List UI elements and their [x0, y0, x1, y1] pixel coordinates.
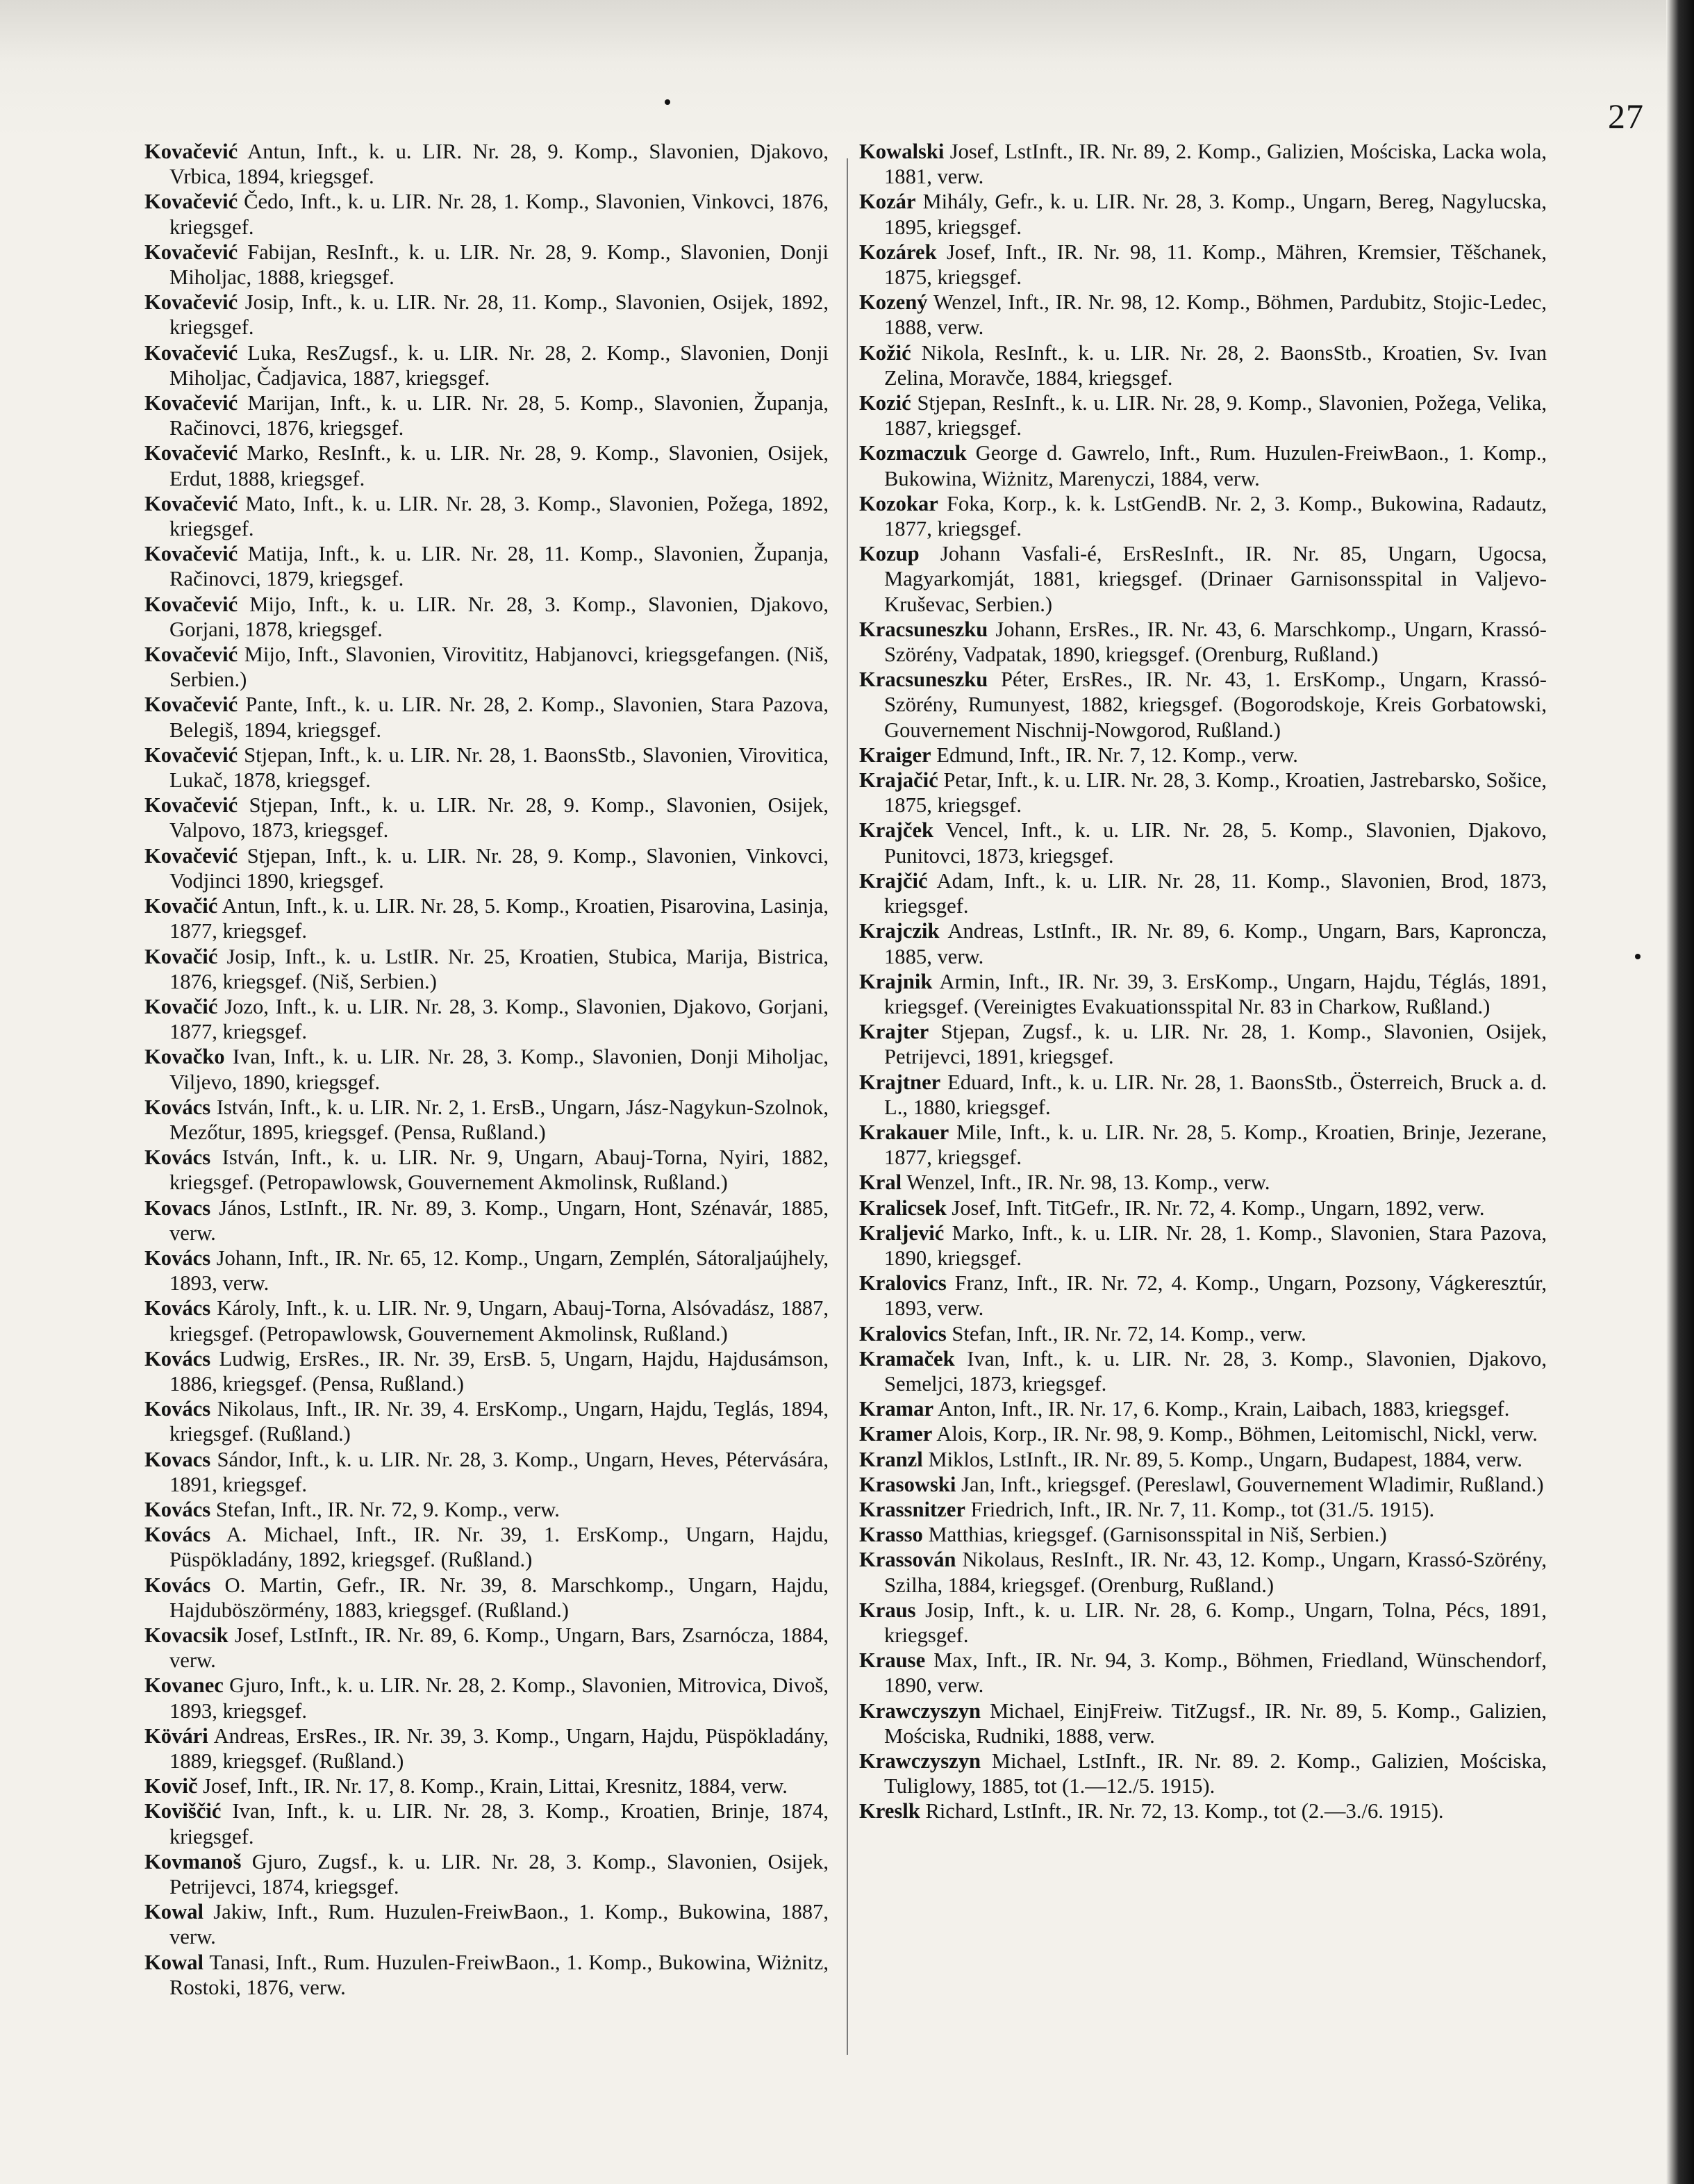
register-entry: [859, 340, 1547, 390]
entry-surname: Kovacs: [144, 1196, 211, 1220]
register-entry: [859, 818, 1547, 868]
register-entry: [859, 240, 1547, 290]
register-entry: [859, 390, 1547, 440]
register-entry: [859, 918, 1547, 968]
entry-surname: Kozený: [859, 290, 928, 315]
entry-surname: Kovačević: [144, 693, 238, 717]
register-entry: [144, 994, 829, 1044]
register-entry: [859, 1120, 1547, 1170]
page-number: 27: [1608, 97, 1644, 135]
entry-details: István, Inft., k. u. LIR. Nr. 2, 1. ErsB., Ungarn, Jász-Nagykun-Szolnok, Mezőtur, 1895, kriegsgef. (Pensa, Rußland.): [169, 1095, 829, 1144]
entry-details: Armin, Inft., IR. Nr. 39, 3. ErsKomp., Ungarn, Hajdu, Téglás, 1891, kriegsgef. (Vereinigtes Evakuationsspital Nr. 83 in Charkow, Rußland.): [884, 969, 1547, 1018]
entry-surname: Kovács: [144, 1296, 211, 1321]
register-entry: [859, 1497, 1547, 1522]
register-entry: [859, 139, 1547, 189]
entry-details: Anton, Inft., IR. Nr. 17, 6. Komp., Krain, Laibach, 1883, kriegsgef.: [938, 1397, 1510, 1421]
register-entry: [144, 1246, 829, 1296]
entry-surname: Kranzl: [859, 1447, 923, 1471]
entry-details: Stjepan, Inft., k. u. LIR. Nr. 28, 1. BaonsStb., Slavonien, Virovitica, Lukač, 1878, kriegsgef.: [169, 743, 829, 793]
entry-details: Gjuro, Inft., k. u. LIR. Nr. 28, 2. Komp., Slavonien, Mitrovica, Divoš, 1893, kriegsgef.: [169, 1673, 829, 1723]
entry-details: Richard, LstInft., IR. Nr. 72, 13. Komp., tot (2.—3./6. 1915).: [925, 1799, 1444, 1823]
entry-surname: Kowal: [144, 1900, 204, 1924]
register-entry: [859, 1321, 1547, 1346]
entry-surname: Kraljević: [859, 1221, 945, 1245]
entry-surname: Krawczyszyn: [859, 1749, 981, 1773]
entry-details: Ivan, Inft., k. u. LIR. Nr. 28, 3. Komp., Slavonien, Djakovo, Semeljci, 1873, kriegsgef.: [884, 1346, 1547, 1396]
entry-details: Pante, Inft., k. u. LIR. Nr. 28, 2. Komp., Slavonien, Stara Pazova, Belegiš, 1894, kriegsgef.: [169, 693, 829, 742]
entry-details: Ivan, Inft., k. u. LIR. Nr. 28, 3. Komp., Kroatien, Brinje, 1874, kriegsgef.: [169, 1799, 829, 1848]
register-entry: [144, 290, 829, 340]
entry-details: Stjepan, Inft., k. u. LIR. Nr. 28, 9. Komp., Slavonien, Vinkovci, Vodjinci 1890, kriegsgef.: [169, 843, 829, 893]
entry-details: János, LstInft., IR. Nr. 89, 3. Komp., Ungarn, Hont, Szénavár, 1885, verw.: [169, 1196, 829, 1245]
register-entry: [144, 491, 829, 541]
register-entry: [144, 1095, 829, 1145]
entry-surname: Krajačić: [859, 768, 938, 793]
entry-details: Andreas, LstInft., IR. Nr. 89, 6. Komp., Ungarn, Bars, Kaproncza, 1885, verw.: [884, 919, 1547, 968]
entry-details: Luka, ResZugsf., k. u. LIR. Nr. 28, 2. Komp., Slavonien, Donji Miholjac, Čadjavica, 1887, kriegsgef.: [169, 340, 829, 390]
entry-surname: Krajter: [859, 1020, 929, 1044]
entry-surname: Kovačić: [144, 944, 218, 968]
entry-details: Jan, Inft., kriegsgef. (Pereslawl, Gouvernement Wladimir, Rußland.): [961, 1472, 1544, 1496]
entry-details: Petar, Inft., k. u. LIR. Nr. 28, 3. Komp., Kroatien, Jastrebarsko, Sošice, 1875, kriegsgef.: [884, 768, 1547, 818]
register-entry: [144, 743, 829, 793]
entry-details: Marko, Inft., k. u. LIR. Nr. 28, 1. Komp., Slavonien, Stara Pazova, 1890, kriegsgef.: [884, 1221, 1547, 1270]
entry-surname: Kovmanoš: [144, 1849, 242, 1873]
entry-details: Sándor, Inft., k. u. LIR. Nr. 28, 3. Komp., Ungarn, Heves, Pétervására, 1891, kriegsgef.: [169, 1447, 829, 1496]
column-divider: [847, 158, 848, 2055]
entry-details: Josip, Inft., k. u. LstIR. Nr. 25, Kroatien, Stubica, Marija, Bistrica, 1876, kriegsgef. (Niš, Serbien.): [169, 944, 829, 993]
register-entry: [859, 1196, 1547, 1221]
register-entry: [144, 1044, 829, 1094]
register-entry: [859, 1346, 1547, 1396]
entry-surname: Kozár: [859, 190, 916, 214]
entry-surname: Kowal: [144, 1950, 204, 1974]
entry-surname: Kreslk: [859, 1799, 920, 1823]
entry-surname: Kovács: [144, 1523, 211, 1547]
entry-details: George d. Gawrelo, Inft., Rum. Huzulen-FreiwBaon., 1. Komp., Bukowina, Wiżnitz, Marenyczi, 1884, verw.: [884, 441, 1547, 490]
register-entry: [144, 1196, 829, 1246]
entry-details: Mijo, Inft., Slavonien, Virovititz, Habjanovci, kriegsgefangen. (Niš, Serbien.): [169, 643, 829, 692]
entry-surname: Kovačko: [144, 1045, 225, 1069]
entry-details: Josip, Inft., k. u. LIR. Nr. 28, 11. Komp., Slavonien, Osijek, 1892, kriegsgef.: [169, 290, 829, 340]
register-entry: [859, 1019, 1547, 1069]
register-entry: [144, 1346, 829, 1396]
register-entry: [144, 592, 829, 642]
entry-surname: Kovács: [144, 1145, 211, 1170]
entry-surname: Kovačević: [144, 240, 238, 264]
entry-surname: Krassován: [859, 1548, 956, 1572]
entry-details: Nikolaus, ResInft., IR. Nr. 43, 12. Komp., Ungarn, Krassó-Szörény, Szilha, 1884, kriegsgef. (Orenburg, Rußland.): [884, 1548, 1547, 1597]
entry-details: Stjepan, Zugsf., k. u. LIR. Nr. 28, 1. Komp., Slavonien, Osijek, Petrijevci, 1891, kriegsgef.: [884, 1020, 1547, 1069]
entry-details: Johann Vasfali-é, ErsResInft., IR. Nr. 85, Ungarn, Ugocsa, Magyarkomját, 1881, kriegsgef. (Drinaer Garnisonsspital in Valjevo-Kruševac, Serbien.): [884, 542, 1547, 616]
entry-details: Matija, Inft., k. u. LIR. Nr. 28, 11. Komp., Slavonien, Županja, Račinovci, 1879, kriegsgef.: [169, 542, 829, 591]
entry-details: István, Inft., k. u. LIR. Nr. 9, Ungarn, Abauj-Torna, Nyiri, 1882, kriegsgef. (Petropawlowsk, Gouvernement Akmolinsk, Rußland.): [169, 1145, 829, 1195]
entry-details: Jakiw, Inft., Rum. Huzulen-FreiwBaon., 1. Komp., Bukowina, 1887, verw.: [169, 1900, 829, 1949]
register-entry: [144, 944, 829, 994]
entry-surname: Kovačević: [144, 643, 238, 667]
entry-details: Péter, ErsRes., IR. Nr. 43, 1. ErsKomp., Ungarn, Krassó-Szörény, Rumunyest, 1882, kriegsgef. (Bogorodskoje, Kreis Gorbatowski, Gouvernement Nischnij-Nowgorod, Rußland.): [884, 668, 1547, 742]
entry-surname: Kovács: [144, 1246, 211, 1270]
entry-details: Antun, Inft., k. u. LIR. Nr. 28, 9. Komp., Slavonien, Djakovo, Vrbica, 1894, kriegsgef.: [169, 140, 829, 189]
entry-details: Miklos, LstInft., IR. Nr. 89, 5. Komp., Ungarn, Budapest, 1884, verw.: [928, 1447, 1522, 1471]
register-entry: [144, 1447, 829, 1497]
register-entry: [144, 642, 829, 692]
register-entry: [859, 1648, 1547, 1698]
right-column: [859, 139, 1547, 1824]
entry-surname: Kralovics: [859, 1271, 947, 1296]
entry-details: Ludwig, ErsRes., IR. Nr. 39, ErsB. 5, Ungarn, Hajdu, Hajdusámson, 1886, kriegsgef. (Pensa, Rußland.): [169, 1346, 829, 1396]
entry-details: Josip, Inft., k. u. LIR. Nr. 28, 6. Komp., Ungarn, Tolna, Pécs, 1891, kriegsgef.: [884, 1598, 1547, 1647]
entry-surname: Kracsuneszku: [859, 617, 988, 641]
entry-surname: Kovačević: [144, 843, 238, 868]
register-entry: [144, 843, 829, 893]
register-entry: [859, 189, 1547, 239]
entry-surname: Kovačević: [144, 441, 238, 465]
entry-details: Fabijan, ResInft., k. u. LIR. Nr. 28, 9. Komp., Slavonien, Donji Miholjac, 1888, kriegsgef.: [169, 240, 829, 290]
entry-surname: Krasowski: [859, 1472, 956, 1496]
entry-surname: Kovacs: [144, 1447, 211, 1471]
entry-surname: Kraus: [859, 1598, 916, 1622]
register-entry: [144, 692, 829, 742]
entry-details: Alois, Korp., IR. Nr. 98, 9. Komp., Böhmen, Leitomischl, Nickl, verw.: [936, 1422, 1538, 1446]
entry-surname: Krassnitzer: [859, 1497, 965, 1521]
entry-details: Josef, Inft. TitGefr., IR. Nr. 72, 4. Komp., Ungarn, 1892, verw.: [952, 1196, 1485, 1220]
entry-surname: Kovačić: [144, 894, 218, 918]
register-entry: [859, 743, 1547, 768]
entry-surname: Kovács: [144, 1095, 211, 1119]
register-entry: [859, 617, 1547, 667]
register-entry: [859, 1598, 1547, 1648]
register-entry: [144, 1950, 829, 2000]
register-entry: [144, 1396, 829, 1446]
entry-details: Josef, Inft., IR. Nr. 17, 8. Komp., Krain, Littai, Kresnitz, 1884, verw.: [203, 1774, 788, 1798]
register-entry: [859, 1396, 1547, 1421]
register-entry: [144, 1773, 829, 1798]
entry-details: Johann, Inft., IR. Nr. 65, 12. Komp., Ungarn, Zemplén, Sátoraljaújhely, 1893, verw.: [169, 1246, 829, 1296]
register-entry: [144, 1849, 829, 1899]
entry-surname: Kovács: [144, 1397, 211, 1421]
register-entry: [144, 1497, 829, 1522]
register-entry: [859, 541, 1547, 617]
register-entry: [144, 240, 829, 290]
entry-surname: Kovačević: [144, 290, 238, 315]
register-entry: [144, 1573, 829, 1623]
entry-details: Foka, Korp., k. k. LstGendB. Nr. 2, 3. Komp., Bukowina, Radautz, 1877, kriegsgef.: [884, 491, 1547, 541]
register-entry: [859, 1447, 1547, 1472]
entry-surname: Kral: [859, 1170, 902, 1195]
entry-surname: Kramar: [859, 1397, 934, 1421]
entry-surname: Kraiger: [859, 743, 931, 767]
ink-speck: [1635, 954, 1641, 959]
register-entry: [144, 1673, 829, 1723]
register-entry: [144, 1145, 829, 1195]
entry-surname: Krakauer: [859, 1120, 949, 1144]
entry-surname: Krasso: [859, 1523, 923, 1547]
entry-surname: Kovačić: [144, 994, 218, 1018]
register-entry: [859, 290, 1547, 340]
register-entry: [144, 189, 829, 239]
entry-surname: Krajčić: [859, 868, 928, 893]
register-entry: [144, 1296, 829, 1346]
register-entry: [144, 139, 829, 189]
entry-surname: Kozup: [859, 542, 920, 566]
register-entry: [859, 1472, 1547, 1497]
entry-details: Károly, Inft., k. u. LIR. Nr. 9, Ungarn, Abauj-Torna, Alsóvadász, 1887, kriegsgef. (Petropawlowsk, Gouvernement Akmolinsk, Rußland.): [169, 1296, 829, 1346]
register-entry: [144, 1522, 829, 1572]
entry-surname: Kramaček: [859, 1346, 955, 1371]
entry-details: Josef, LstInft., IR. Nr. 89, 6. Komp., Ungarn, Bars, Zsarnócza, 1884, verw.: [169, 1623, 829, 1673]
entry-surname: Kovačević: [144, 793, 238, 818]
entry-surname: Krajtner: [859, 1070, 941, 1094]
entry-details: Tanasi, Inft., Rum. Huzulen-FreiwBaon., 1. Komp., Bukowina, Wiżnitz, Rostoki, 1876, verw.: [169, 1950, 829, 1999]
entry-surname: Kovačević: [144, 391, 238, 415]
page-edge-shadow: [1666, 0, 1694, 2184]
entry-details: Adam, Inft., k. u. LIR. Nr. 28, 11. Komp., Slavonien, Brod, 1873, kriegsgef.: [884, 868, 1547, 918]
entry-surname: Krause: [859, 1648, 926, 1673]
register-entry: [859, 868, 1547, 918]
entry-details: Nikola, ResInft., k. u. LIR. Nr. 28, 2. BaonsStb., Kroatien, Sv. Ivan Zelina, Moravče, 1884, kriegsgef.: [884, 340, 1547, 390]
register-entry: [859, 1221, 1547, 1271]
left-column: [144, 139, 829, 2000]
entry-surname: Kovacsik: [144, 1623, 229, 1647]
register-entry: [144, 1899, 829, 1949]
entry-surname: Kovačević: [144, 190, 238, 214]
entry-surname: Kracsuneszku: [859, 668, 988, 692]
entry-details: Matthias, kriegsgef. (Garnisonsspital in Niš, Serbien.): [928, 1523, 1387, 1547]
entry-details: A. Michael, Inft., IR. Nr. 39, 1. ErsKomp., Ungarn, Hajdu, Püspökladány, 1892, kriegsgef. (Rußland.): [169, 1523, 829, 1572]
entry-details: Marijan, Inft., k. u. LIR. Nr. 28, 5. Komp., Slavonien, Županja, Račinovci, 1876, kriegsgef.: [169, 391, 829, 440]
entry-surname: Kovács: [144, 1346, 211, 1371]
entry-surname: Kramer: [859, 1422, 933, 1446]
register-entry: [144, 440, 829, 490]
entry-details: Stefan, Inft., IR. Nr. 72, 14. Komp., verw.: [952, 1321, 1306, 1346]
entry-surname: Krajnik: [859, 969, 933, 993]
register-entry: [859, 1547, 1547, 1597]
entry-details: Michael, EinjFreiw. TitZugsf., IR. Nr. 89, 5. Komp., Galizien, Mościska, Rudniki, 1888, verw.: [884, 1698, 1547, 1748]
entry-surname: Kovács: [144, 1497, 211, 1521]
entry-details: Stjepan, Inft., k. u. LIR. Nr. 28, 9. Komp., Slavonien, Osijek, Valpovo, 1873, kriegsgef.: [169, 793, 829, 843]
entry-surname: Kövári: [144, 1723, 208, 1748]
register-entry: [144, 1723, 829, 1773]
entry-details: Nikolaus, Inft., IR. Nr. 39, 4. ErsKomp., Ungarn, Hajdu, Teglás, 1894, kriegsgef. (Rußland.): [169, 1397, 829, 1446]
entry-surname: Kovačević: [144, 340, 238, 365]
register-entry: [859, 1170, 1547, 1195]
entry-details: Edmund, Inft., IR. Nr. 7, 12. Komp., verw.: [936, 743, 1298, 767]
register-entry: [144, 1798, 829, 1848]
register-entry: [859, 1748, 1547, 1798]
register-entry: [144, 340, 829, 390]
entry-surname: Kovič: [144, 1774, 198, 1798]
entry-details: Vencel, Inft., k. u. LIR. Nr. 28, 5. Komp., Slavonien, Djakovo, Punitovci, 1873, kriegsgef.: [884, 818, 1547, 868]
entry-details: Mijo, Inft., k. u. LIR. Nr. 28, 3. Komp., Slavonien, Djakovo, Gorjani, 1878, kriegsgef.: [169, 592, 829, 641]
register-entry: [859, 491, 1547, 541]
entry-surname: Krajček: [859, 818, 934, 843]
register-entry: [859, 768, 1547, 818]
entry-details: Antun, Inft., k. u. LIR. Nr. 28, 5. Komp., Kroatien, Pisarovina, Lasinja, 1877, kriegsgef.: [169, 894, 829, 943]
entry-details: Stefan, Inft., IR. Nr. 72, 9. Komp., verw.: [215, 1497, 560, 1521]
entry-surname: Kozárek: [859, 240, 937, 264]
entry-details: Marko, ResInft., k. u. LIR. Nr. 28, 9. Komp., Slavonien, Osijek, Erdut, 1888, kriegsgef.: [169, 441, 829, 490]
register-entry: [859, 440, 1547, 490]
entry-details: Mile, Inft., k. u. LIR. Nr. 28, 5. Komp., Kroatien, Brinje, Jezerane, 1877, kriegsgef.: [884, 1120, 1547, 1170]
register-entry: [144, 893, 829, 943]
register-entry: [144, 1623, 829, 1673]
entry-surname: Kovačević: [144, 542, 238, 566]
entry-details: Stjepan, ResInft., k. u. LIR. Nr. 28, 9. Komp., Slavonien, Požega, Velika, 1887, kriegsgef.: [884, 391, 1547, 440]
entry-surname: Kowalski: [859, 140, 945, 163]
entry-details: Mato, Inft., k. u. LIR. Nr. 28, 3. Komp., Slavonien, Požega, 1892, kriegsgef.: [169, 491, 829, 541]
register-entry: [859, 1070, 1547, 1120]
entry-details: Mihály, Gefr., k. u. LIR. Nr. 28, 3. Komp., Ungarn, Bereg, Nagylucska, 1895, kriegsgef.: [884, 190, 1547, 239]
entry-surname: Kozokar: [859, 491, 938, 515]
entry-surname: Kožić: [859, 340, 911, 365]
entry-details: Josef, Inft., IR. Nr. 98, 11. Komp., Mähren, Kremsier, Těšchanek, 1875, kriegsgef.: [884, 240, 1547, 290]
entry-details: Michael, LstInft., IR. Nr. 89. 2. Komp., Galizien, Mościska, Tuliglowy, 1885, tot (1.—12./5. 1915).: [884, 1749, 1547, 1798]
register-entry: [859, 1522, 1547, 1547]
entry-details: Čedo, Inft., k. u. LIR. Nr. 28, 1. Komp., Slavonien, Vinkovci, 1876, kriegsgef.: [169, 190, 829, 239]
register-entry: [859, 1421, 1547, 1446]
entry-details: Wenzel, Inft., IR. Nr. 98, 13. Komp., verw.: [906, 1170, 1270, 1195]
entry-surname: Koviščić: [144, 1799, 222, 1823]
register-entry: [859, 1798, 1547, 1823]
entry-details: Eduard, Inft., k. u. LIR. Nr. 28, 1. BaonsStb., Österreich, Bruck a. d. L., 1880, kriegsgef.: [884, 1070, 1547, 1119]
entry-surname: Kralovics: [859, 1321, 947, 1346]
entry-details: Max, Inft., IR. Nr. 94, 3. Komp., Böhmen, Friedland, Wünschendorf, 1890, verw.: [884, 1648, 1547, 1698]
entry-surname: Kovačević: [144, 491, 238, 515]
entry-surname: Kovanec: [144, 1673, 224, 1698]
register-entry: [144, 793, 829, 843]
entry-surname: Kozmaczuk: [859, 441, 967, 465]
entry-surname: Krawczyszyn: [859, 1698, 981, 1723]
register-entry: [859, 1271, 1547, 1321]
entry-details: Gjuro, Zugsf., k. u. LIR. Nr. 28, 3. Komp., Slavonien, Osijek, Petrijevci, 1874, kriegsgef.: [169, 1849, 829, 1899]
entry-details: Johann, ErsRes., IR. Nr. 43, 6. Marschkomp., Ungarn, Krassó-Szörény, Vadpatak, 1890, kriegsgef. (Orenburg, Rußland.): [884, 617, 1547, 667]
register-entry: [144, 390, 829, 440]
entry-surname: Kozić: [859, 391, 911, 415]
entry-surname: Kovačević: [144, 592, 238, 616]
entry-details: Josef, LstInft., IR. Nr. 89, 2. Komp., Galizien, Mościska, Lacka wola, 1881, verw.: [884, 140, 1547, 189]
entry-details: Andreas, ErsRes., IR. Nr. 39, 3. Komp., Ungarn, Hajdu, Püspökladány, 1889, kriegsgef. (Rußland.): [169, 1723, 829, 1773]
entry-surname: Kralicsek: [859, 1196, 947, 1220]
entry-surname: Krajczik: [859, 919, 940, 943]
entry-details: Ivan, Inft., k. u. LIR. Nr. 28, 3. Komp., Slavonien, Donji Miholjac, Viljevo, 1890, kriegsgef.: [169, 1045, 829, 1094]
register-entry: [859, 969, 1547, 1019]
entry-details: Wenzel, Inft., IR. Nr. 98, 12. Komp., Böhmen, Pardubitz, Stojic-Ledec, 1888, verw.: [884, 290, 1547, 340]
entry-details: Friedrich, Inft., IR. Nr. 7, 11. Komp., tot (31./5. 1915).: [970, 1497, 1435, 1521]
ink-speck: [665, 99, 670, 105]
register-entry: [859, 1698, 1547, 1748]
entry-details: Jozo, Inft., k. u. LIR. Nr. 28, 3. Komp., Slavonien, Djakovo, Gorjani, 1877, kriegsgef.: [169, 994, 829, 1044]
entry-details: Franz, Inft., IR. Nr. 72, 4. Komp., Ungarn, Pozsony, Vágkeresztúr, 1893, verw.: [884, 1271, 1547, 1321]
entry-surname: Kovács: [144, 1573, 211, 1597]
register-entry: [144, 541, 829, 591]
entry-surname: Kovačević: [144, 743, 238, 767]
register-entry: [859, 667, 1547, 743]
entry-surname: Kovačević: [144, 140, 238, 163]
entry-details: O. Martin, Gefr., IR. Nr. 39, 8. Marschkomp., Ungarn, Hajdu, Hajduböszörmény, 1883, kriegsgef. (Rußland.): [169, 1573, 829, 1622]
